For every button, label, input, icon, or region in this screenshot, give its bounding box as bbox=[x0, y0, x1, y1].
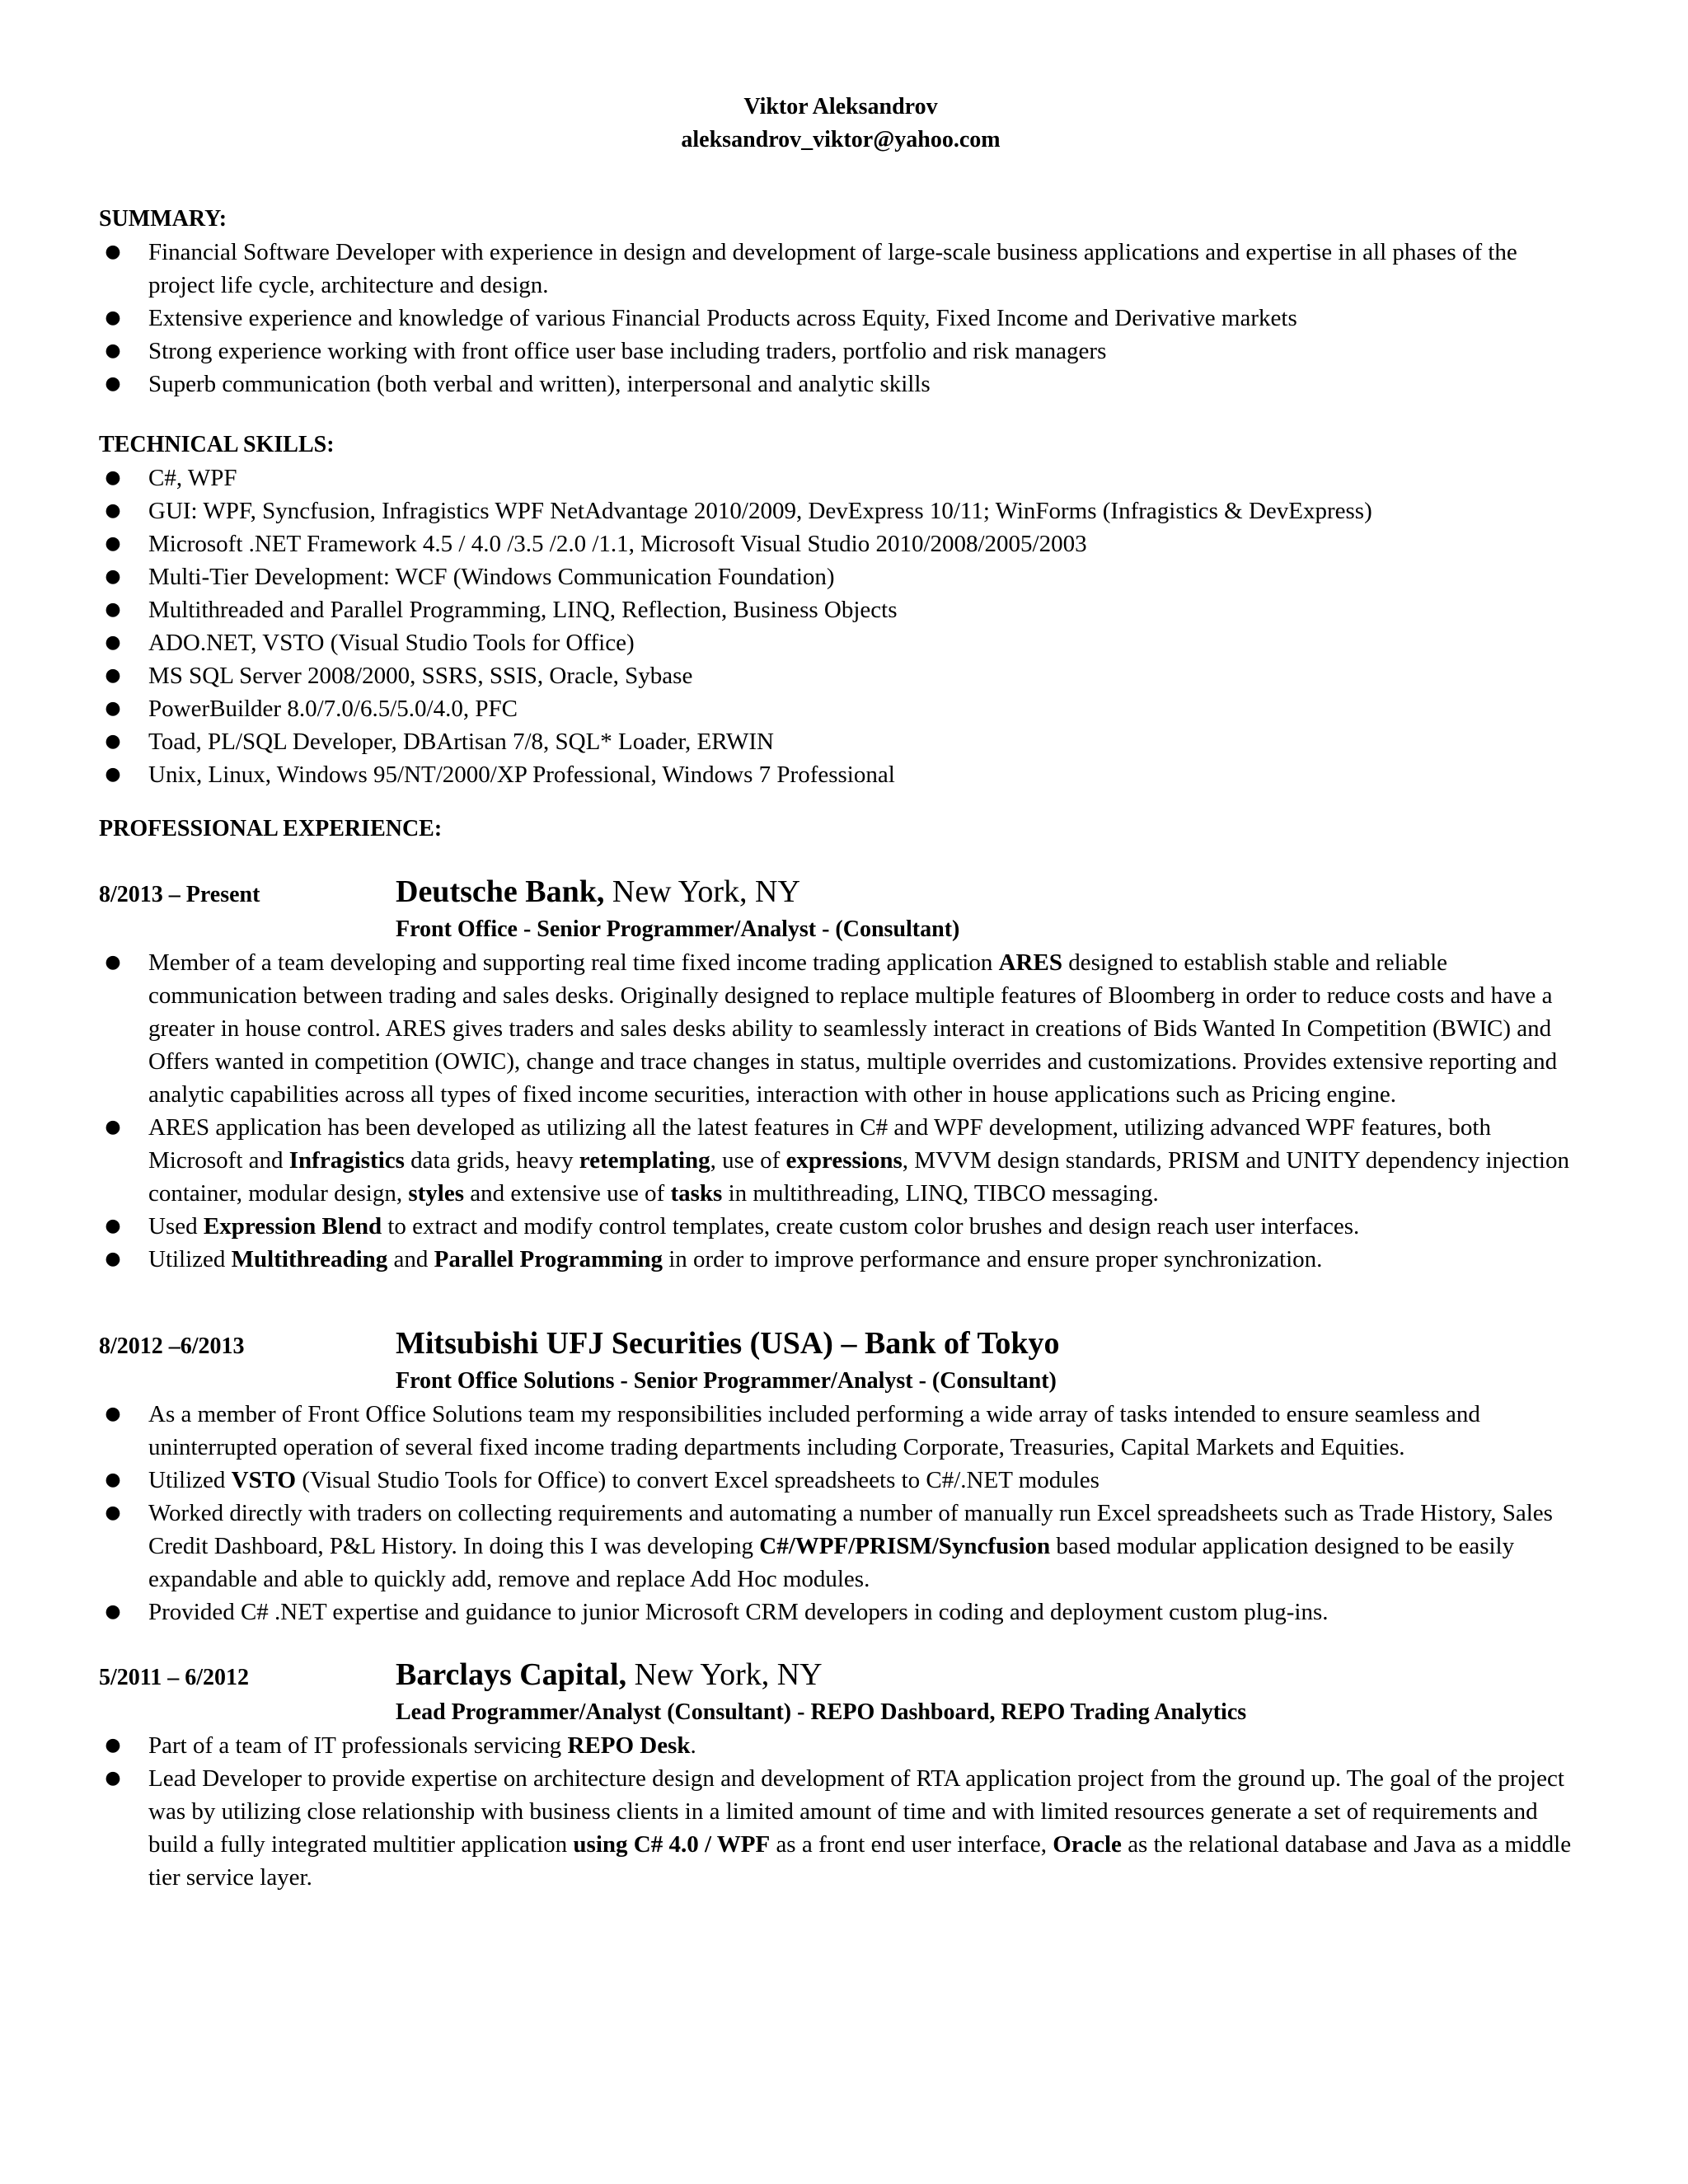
duty-text: to extract and modify control templates, create custom color brushes and design reach user interfaces. bbox=[382, 1213, 1360, 1240]
bullet-icon: ● bbox=[105, 1117, 121, 1137]
duty-text: Used bbox=[148, 1213, 204, 1240]
duty-text: and extensive use of bbox=[464, 1180, 671, 1207]
duty-text: in multithreading, LINQ, TIBCO messaging. bbox=[722, 1180, 1159, 1207]
job-company: Mitsubishi UFJ Securities (USA) – Bank of Tokyo bbox=[396, 1326, 1060, 1361]
duty-text: ARES application has been developed as utilizing all the latest features in C# and WPF development, utilizing advanced WPF features, both Microsoft and bbox=[148, 1114, 1491, 1174]
duty-text: Worked directly with traders on collecting requirements and automating a number of manually run Excel spreadsheets such as Trade History, Sales Credit Dashboard, P&L History. In doing this I was developing bbox=[148, 1500, 1553, 1559]
job-duties bbox=[99, 946, 1582, 1276]
candidate-email: aleksandrov_viktor@yahoo.com bbox=[681, 127, 1001, 152]
duty-text: data grids, heavy bbox=[404, 1147, 579, 1174]
duty-text: in order to improve performance and ensure proper synchronization. bbox=[662, 1246, 1323, 1272]
job-deutsche-bank bbox=[99, 870, 1582, 1276]
bullet-icon: ● bbox=[105, 1469, 121, 1490]
duty-text: as a front end user interface, bbox=[770, 1831, 1053, 1858]
duty-text: Lead Developer to provide expertise on architecture design and development of RTA application project from the ground up. The goal of the project was by utilizing close relationship with business clients in a limited amount of time and with limited resources generate a set of requirements and build a fully integrated multitier application bbox=[148, 1765, 1564, 1858]
duty-item bbox=[99, 1398, 1582, 1464]
emphasis-text: VSTO bbox=[231, 1467, 297, 1493]
duty-text: Part of a team of IT professionals servicing bbox=[148, 1732, 568, 1759]
summary-title: SUMMARY: bbox=[99, 206, 227, 232]
bullet-icon: ● bbox=[105, 1502, 121, 1523]
resume-page bbox=[99, 91, 1582, 1894]
skill-item: ● Unix, Linux, Windows 95/NT/2000/XP Professional, Windows 7 Professional bbox=[99, 758, 1582, 791]
summary-item: ● Strong experience working with front office user base including traders, portfolio and risk managers bbox=[99, 335, 1582, 368]
duty-text: based modular application designed to be easily expandable and able to quickly add, remove and replace Add Hoc modules. bbox=[148, 1533, 1515, 1592]
job-company: Deutsche Bank, New York, NY bbox=[396, 874, 800, 909]
emphasis-text: using C# 4.0 / WPF bbox=[573, 1831, 771, 1858]
bullet-icon: ● bbox=[105, 698, 121, 719]
skill-item: ● Microsoft .NET Framework 4.5 / 4.0 /3.5 /2.0 /1.1, Microsoft Visual Studio 2010/2008/2005/2003 bbox=[99, 527, 1582, 560]
duty-text: , MVVM design standards, PRISM and UNITY dependency injection container, modular design, bbox=[148, 1147, 1569, 1207]
job-role: Lead Programmer/Analyst (Consultant) - REPO Dashboard, REPO Trading Analytics bbox=[396, 1699, 1247, 1725]
duty-text: Provided C# .NET expertise and guidance to junior Microsoft CRM developers in coding and deployment custom plug-ins. bbox=[148, 1599, 1329, 1625]
bullet-icon: ● bbox=[105, 500, 121, 521]
job-duties bbox=[99, 1729, 1582, 1894]
bullet-icon: ● bbox=[105, 952, 121, 972]
job-header bbox=[99, 1653, 1582, 1696]
duty-text: . bbox=[690, 1732, 696, 1759]
emphasis-text: retemplating bbox=[579, 1147, 710, 1174]
skill-item: ● C#, WPF bbox=[99, 462, 1582, 494]
bullet-icon: ● bbox=[105, 1601, 121, 1622]
experience-title: PROFESSIONAL EXPERIENCE: bbox=[99, 816, 443, 841]
skill-item: ● PowerBuilder 8.0/7.0/6.5/5.0/4.0, PFC bbox=[99, 692, 1582, 725]
bullet-icon: ● bbox=[105, 241, 121, 262]
skill-item: ● MS SQL Server 2008/2000, SSRS, SSIS, Oracle, Sybase bbox=[99, 659, 1582, 692]
duty-item bbox=[99, 1111, 1582, 1210]
summary-item: ● Extensive experience and knowledge of various Financial Products across Equity, Fixed Income and Derivative markets bbox=[99, 302, 1582, 335]
bullet-icon: ● bbox=[105, 632, 121, 653]
emphasis-text: Oracle bbox=[1053, 1831, 1122, 1858]
bullet-icon: ● bbox=[105, 1216, 121, 1236]
summary-item: ● Financial Software Developer with experience in design and development of large-scale business applications and expertise in all phases of the project life cycle, architecture and design. bbox=[99, 236, 1582, 302]
emphasis-text: Multithreading bbox=[231, 1246, 388, 1272]
emphasis-text: Expression Blend bbox=[203, 1213, 382, 1240]
emphasis-text: Infragistics bbox=[288, 1147, 405, 1174]
job-role: Front Office Solutions - Senior Programmer/Analyst - (Consultant) bbox=[396, 1368, 1057, 1394]
bullet-icon: ● bbox=[105, 1249, 121, 1269]
job-barclays-capital bbox=[99, 1653, 1582, 1894]
duty-item bbox=[99, 1596, 1582, 1629]
skill-item: ● Multi-Tier Development: WCF (Windows Communication Foundation) bbox=[99, 560, 1582, 593]
bullet-icon: ● bbox=[105, 764, 121, 785]
emphasis-text: REPO Desk bbox=[567, 1732, 691, 1759]
emphasis-text: tasks bbox=[670, 1180, 723, 1207]
duty-text: As a member of Front Office Solutions team my responsibilities included performing a wide array of tasks intended to ensure seamless and uninterrupted operation of several fixed income trading departments including Corporate, Treasuries, Capital Markets and Equities. bbox=[148, 1401, 1480, 1460]
bullet-icon: ● bbox=[105, 665, 121, 686]
emphasis-text: Parallel Programming bbox=[434, 1246, 663, 1272]
job-company: Barclays Capital, New York, NY bbox=[396, 1657, 823, 1692]
duty-text: as the relational database and Java as a middle tier service layer. bbox=[148, 1831, 1572, 1891]
emphasis-text: C#/WPF/PRISM/Syncfusion bbox=[759, 1533, 1051, 1559]
bullet-icon: ● bbox=[105, 340, 121, 361]
job-dates: 8/2013 – Present bbox=[99, 882, 260, 907]
job-dates: 8/2012 –6/2013 bbox=[99, 1333, 245, 1359]
duty-text: (Visual Studio Tools for Office) to convert Excel spreadsheets to C#/.NET modules bbox=[296, 1467, 1100, 1493]
duty-text: designed to establish stable and reliable communication between trading and sales desks. Originally designed to replace multiple features of Bloomberg in order to reduce costs and have a greater in house control. ARES gives traders and sales desks ability to seamlessly interact in creations of Bids Wanted In Competition (BWIC) and Offers wanted in competition (OWIC), change and trace changes in status, multiple overrides and customizations. Provides extensive reporting and analytic capabilities across all types of fixed income securities, interaction with other in house applications such as Pricing engine. bbox=[148, 949, 1558, 1108]
duty-item bbox=[99, 1762, 1582, 1894]
emphasis-text: ARES bbox=[998, 949, 1062, 976]
job-role: Front Office - Senior Programmer/Analyst - (Consultant) bbox=[396, 916, 960, 942]
skill-item: ● GUI: WPF, Syncfusion, Infragistics WPF NetAdvantage 2010/2009, DevExpress 10/11; WinForms (Infragistics & DevExpress) bbox=[99, 494, 1582, 527]
duty-item bbox=[99, 1729, 1582, 1762]
bullet-icon: ● bbox=[105, 1768, 121, 1788]
duty-item bbox=[99, 1243, 1582, 1276]
duty-text: Utilized bbox=[148, 1467, 232, 1493]
duty-text: and bbox=[387, 1246, 434, 1272]
skills-title: TECHNICAL SKILLS: bbox=[99, 432, 335, 457]
job-header bbox=[99, 1322, 1582, 1365]
bullet-icon: ● bbox=[105, 599, 121, 620]
skill-item: ● ADO.NET, VSTO (Visual Studio Tools for Office) bbox=[99, 626, 1582, 659]
duty-text: , use of bbox=[710, 1147, 786, 1174]
emphasis-text: styles bbox=[408, 1180, 465, 1207]
bullet-icon: ● bbox=[105, 1735, 121, 1755]
bullet-icon: ● bbox=[105, 533, 121, 554]
bullet-icon: ● bbox=[105, 566, 121, 587]
job-mitsubishi-ufj bbox=[99, 1322, 1582, 1629]
job-duties bbox=[99, 1398, 1582, 1629]
duty-text: Member of a team developing and supporting real time fixed income trading application bbox=[148, 949, 999, 976]
duty-item bbox=[99, 1210, 1582, 1243]
job-dates: 5/2011 – 6/2012 bbox=[99, 1665, 250, 1690]
bullet-icon: ● bbox=[105, 373, 121, 394]
skill-item: ● Multithreaded and Parallel Programming, LINQ, Reflection, Business Objects bbox=[99, 593, 1582, 626]
duty-text: Utilized bbox=[148, 1246, 232, 1272]
duty-item bbox=[99, 1464, 1582, 1497]
skill-item: ● Toad, PL/SQL Developer, DBArtisan 7/8, SQL* Loader, ERWIN bbox=[99, 725, 1582, 758]
skills-list bbox=[99, 462, 1582, 791]
bullet-icon: ● bbox=[105, 307, 121, 328]
duty-item bbox=[99, 1497, 1582, 1596]
summary-list bbox=[99, 236, 1582, 401]
bullet-icon: ● bbox=[105, 1404, 121, 1424]
job-header bbox=[99, 870, 1582, 913]
candidate-name: Viktor Aleksandrov bbox=[743, 94, 938, 120]
summary-item: ● Superb communication (both verbal and written), interpersonal and analytic skills bbox=[99, 368, 1582, 401]
duty-item bbox=[99, 946, 1582, 1111]
bullet-icon: ● bbox=[105, 731, 121, 752]
bullet-icon: ● bbox=[105, 467, 121, 488]
emphasis-text: expressions bbox=[785, 1147, 903, 1174]
